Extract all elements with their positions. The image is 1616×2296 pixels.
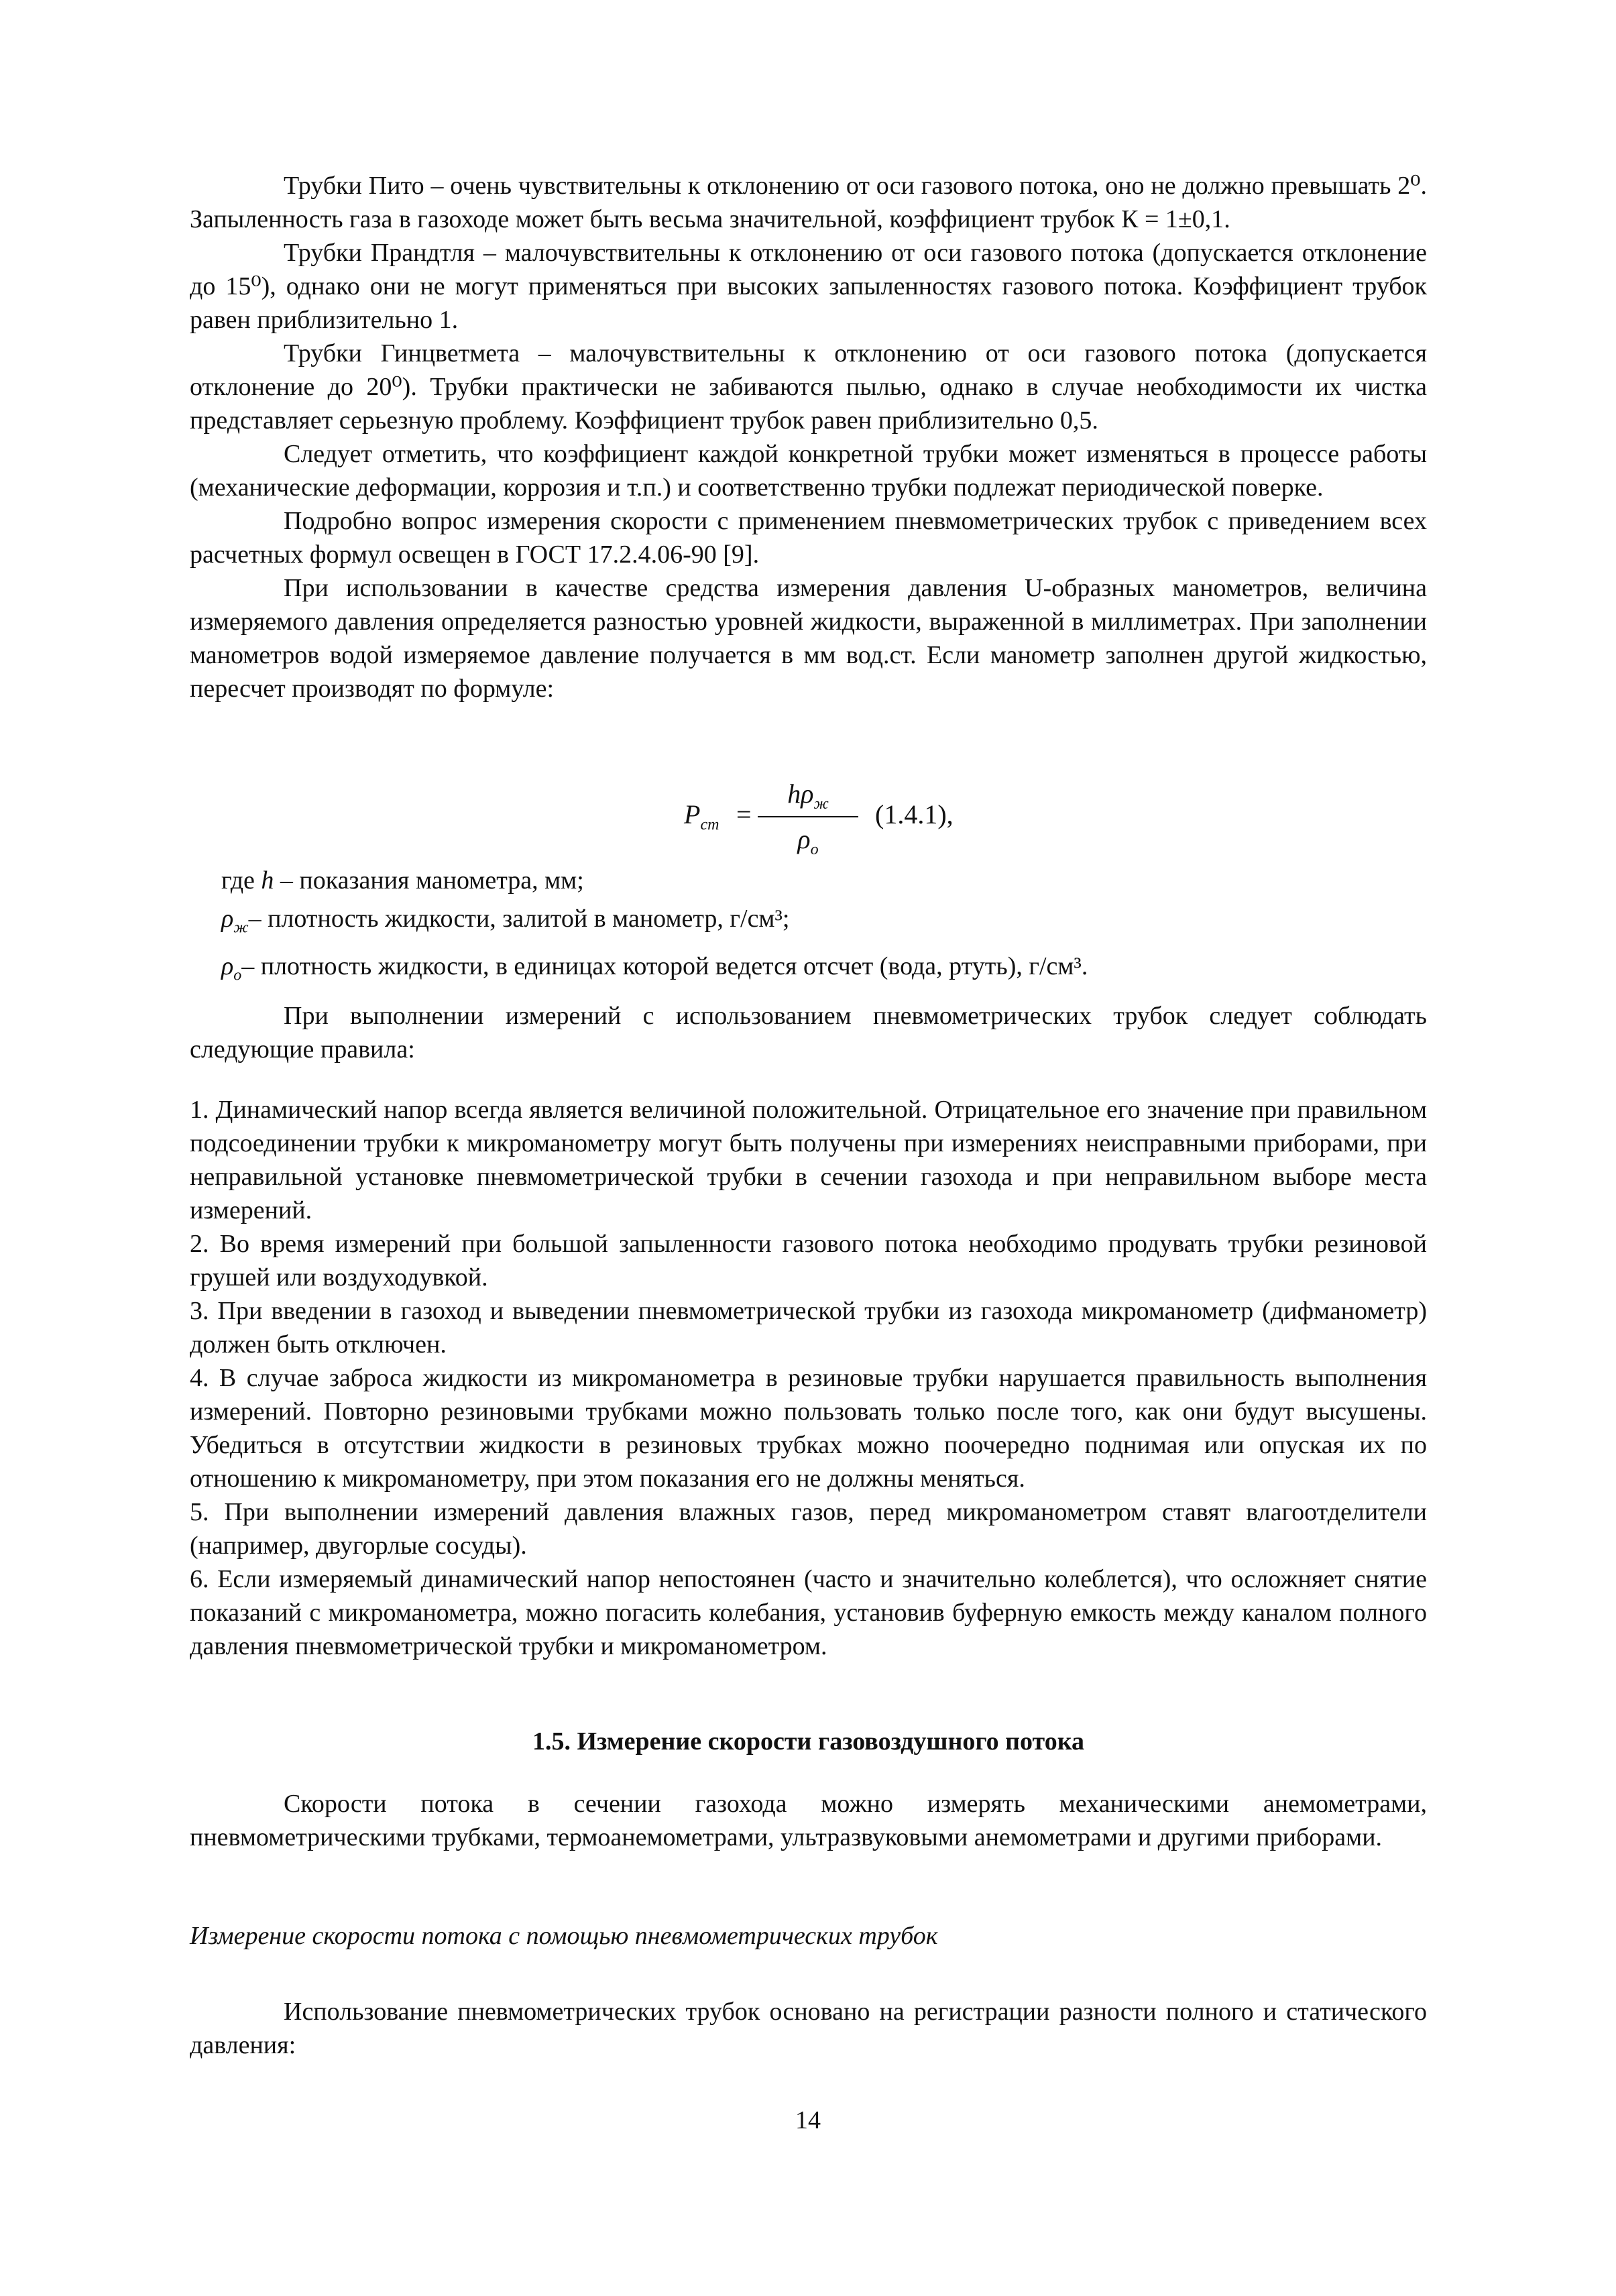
- formula-lhs: $P_{ст}$: [684, 799, 719, 834]
- paragraph-prandtl: Трубки Прандтля – малочувствительны к отклонению от оси газового потока (допускается отклонение до 15⁰), однако они не могут применяться при высоких запыленностях газового потока. Коэффициент трубок равен приблизительно 1.: [190, 239, 1427, 334]
- rule-item: 4. В случае заброса жидкости из микроманометра в резиновые трубки нарушается правильность выполнения измерений. Повторно резиновыми трубками можно пользовать только после того, как они будут высушены. Убедиться в отсутствии жидкости в резиновых трубках можно поочередно поднимая или опуская их по отношению к микроманометру, при этом показания его не должны меняться.: [190, 1364, 1427, 1493]
- subsection-heading: Измерение скорости потока с помощью пневмометрических трубок: [190, 1922, 938, 1950]
- rule-item: 1. Динамический напор всегда является величиной положительной. Отрицательное его значение при правильном подсоединении трубки к микроманометру могут быть получены при измерениях неисправными приборами, при неправильной установке пневмометрической трубки в сечении газохода и при неправильном выборе места измерений.: [190, 1096, 1427, 1224]
- formula-fraction: [758, 774, 858, 859]
- final-paragraph-block: [190, 1995, 1427, 2062]
- rule-item: 3. При введении в газоход и выведении пневмометрической трубки из газохода микроманометр (дифманометр) должен быть отключен.: [190, 1297, 1427, 1359]
- definition-h: где h – показания манометра, мм;: [221, 866, 584, 895]
- rule-item: 5. При выполнении измерений давления влажных газов, перед микроманометром ставят влагоотделители (например, двугорлые сосуды).: [190, 1498, 1427, 1560]
- section-paragraph-block: [190, 1787, 1427, 1854]
- formula-denominator: $\rho_о$: [797, 824, 819, 858]
- page-number: 14: [795, 2106, 821, 2134]
- section-paragraph: Скорости потока в сечении газохода можно измерять механическими анемометрами, пневмометрическими трубками, термоанемометрами, ультразвуковыми анемометрами и другими приборами.: [190, 1790, 1427, 1851]
- rule-item: 2. Во время измерений при большой запыленности газового потока необходимо продувать трубки резиновой грушей или воздуходувкой.: [190, 1230, 1427, 1292]
- body-text-top: [190, 169, 1427, 705]
- formula-equals: =: [736, 799, 752, 829]
- definition-rho-o: $\rho_о-$ плотность жидкости, в единицах которой ведется отсчет (вода, ртуть), г/см³.: [221, 952, 1088, 984]
- fraction-bar: [758, 816, 858, 817]
- final-paragraph: Использование пневмометрических трубок основано на регистрации разности полного и статического давления:: [190, 1998, 1427, 2059]
- formula-numerator: $h\rho_ж$: [787, 779, 829, 813]
- formula-definitions: [221, 862, 1401, 994]
- paragraph-u-manometer: При использовании в качестве средства измерения давления U-образных манометров, величина измеряемого давления определяется разностью уровней жидкости, выраженной в миллиметрах. При заполнении манометров водой измеряемое давление получается в мм вод.ст. Если манометр заполнен другой жидкостью, пересчет производят по формуле:: [190, 574, 1427, 703]
- paragraph-coefficient-note: Следует отметить, что коэффициент каждой конкретной трубки может изменяться в процессе работы (механические деформации, коррозия и т.п.) и соответственно трубки подлежат периодической поверке.: [190, 440, 1427, 502]
- paragraph-gost-reference: Подробно вопрос измерения скорости с применением пневмометрических трубок с приведением всех расчетных формул освещен в ГОСТ 17.2.4.06-90 [9].: [190, 507, 1427, 569]
- section-heading: 1.5. Измерение скорости газовоздушного потока: [532, 1727, 1085, 1756]
- rules-list: [190, 1093, 1427, 1663]
- rules-intro-block: [190, 999, 1427, 1066]
- formula-number: (1.4.1),: [875, 799, 954, 829]
- formula-1-4-1: [684, 774, 1086, 868]
- definition-rho-zh: $\rho_ж-$ плотность жидкости, залитой в манометр, г/см³;: [221, 905, 790, 937]
- rule-item: 6. Если измеряемый динамический напор непостоянен (часто и значительно колеблется), что осложняет снятие показаний с микроманометра, можно погасить колебания, установив буферную емкость между каналом полного давления пневмометрической трубки и микроманометром.: [190, 1565, 1427, 1660]
- paragraph-pitot: Трубки Пито – очень чувствительны к отклонению от оси газового потока, оно не должно превышать 2⁰. Запыленность газа в газоходе может быть весьма значительной, коэффициент трубок К = 1±0,1.: [190, 172, 1427, 233]
- paragraph-gintsvetmet: Трубки Гинцветмета – малочувствительны к отклонению от оси газового потока (допускается отклонение до 20⁰). Трубки практически не забиваются пылью, однако в случае необходимости их чистка представляет серьезную проблему. Коэффициент трубок равен приблизительно 0,5.: [190, 339, 1427, 435]
- rules-intro: При выполнении измерений с использованием пневмометрических трубок следует соблюдать следующие правила:: [190, 1002, 1427, 1064]
